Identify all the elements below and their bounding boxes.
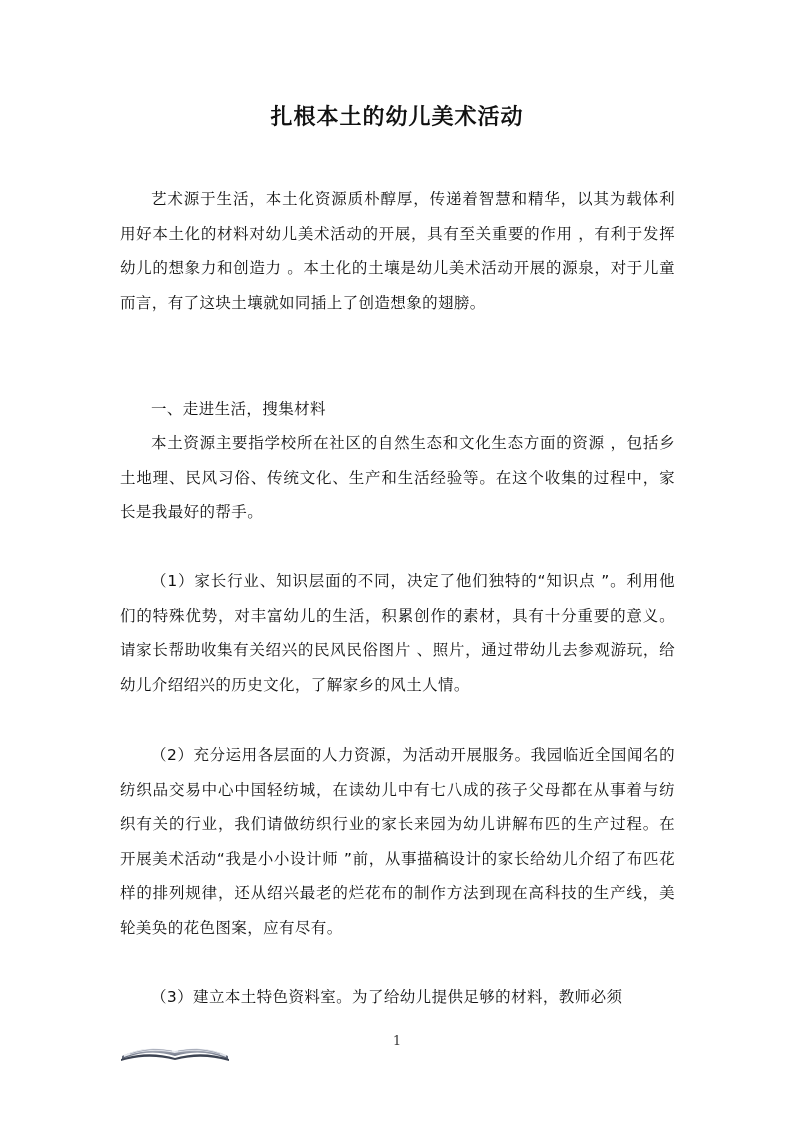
section-heading: 一、走进生活，搜集材料 [151,400,326,418]
body-paragraph: （2）充分运用各层面的人力资源，为活动开展服务。我园临近全国闻名的纺织品交易中心中国轻纺城，在读幼儿中有七八成的孩子父母都在从事着与纺织有关的行业，我们请做纺织行业的家长来园为幼儿讲解布匹的生产过程。在开展美术活动“我是小小设计师 ”前，从事描稿设计的家长给幼儿介绍了布匹花样的排列规律，还从绍兴最老的烂花布的制作方法到现在高科技的生产线，美轮美奂的花色图案，应有尽有。 [120,746,675,937]
intro-text: 艺术源于生活，本土化资源质朴醇厚，传递着智慧和精华，以其为载体利用好本土化的材料对幼儿美术活动的开展，具有至关重要的作用 ，有利于发挥幼儿的想象力和创造力 。本土化的土壤是幼儿美术活动开展的源泉，对于儿童而言，有了这块土壤就如同插上了创造想象的翅膀。 [120,190,675,312]
page-number: 1 [392,1034,402,1049]
paragraph-block-1 [120,426,675,530]
document-title: 扎根本土的幼儿美术活动 [270,105,524,130]
paragraph-block-2 [120,564,675,702]
paragraph-block-4 [120,980,675,1015]
body-paragraph: （3）建立本土特色资料室。为了给幼儿提供足够的材料，教师必须 [151,988,623,1006]
paragraph-block-3 [120,738,675,946]
section-heading-block [120,392,675,427]
body-paragraph: 本土资源主要指学校所在社区的自然生态和文化生态方面的资源 ，包括乡土地理、民风习俗、传统文化、生产和生活经验等。在这个收集的过程中，家长是我最好的帮手。 [120,434,675,522]
body-paragraph: （1）家长行业、知识层面的不同，决定了他们独特的“知识点 ”。利用他们的特殊优势，对丰富幼儿的生活，积累创作的素材，具有十分重要的意义。请家长帮助收集有关绍兴的民风民俗图片 、照片，通过带幼儿去参观游玩，给幼儿介绍绍兴的历史文化，了解家乡的风土人情。 [120,572,675,694]
intro-paragraph [120,182,675,320]
